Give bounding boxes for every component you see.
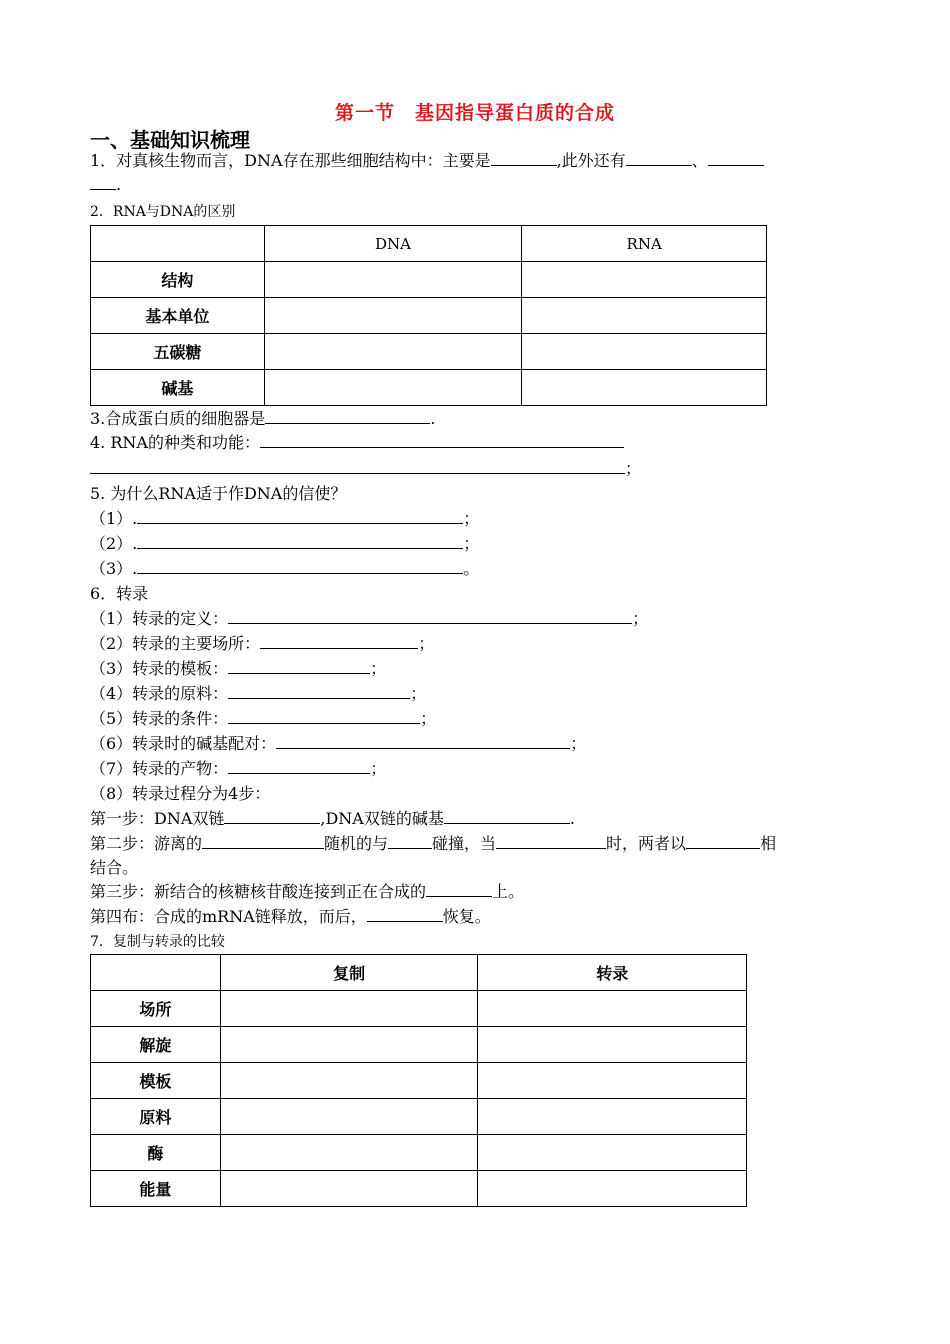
step-blank[interactable] [444,807,570,824]
q1-end: . [116,175,122,194]
table-cell[interactable] [478,991,747,1027]
row-structure: 结构 [91,262,265,298]
q1-blank-1[interactable] [491,149,557,166]
q1-blank-2[interactable] [626,149,692,166]
q6-item-label: （8）转录过程分为4步： [90,784,271,803]
step-blank[interactable] [388,832,432,849]
col-replication: 复制 [220,955,478,991]
table-cell[interactable] [220,1099,478,1135]
row-location: 场所 [91,991,221,1027]
q4-end: ； [625,459,642,478]
q6-item-end: ； [570,734,587,753]
question-1 [90,149,764,173]
table-cell[interactable] [220,1063,478,1099]
question-1-cont [90,173,121,197]
step-text: ,DNA双链的碱基 [320,809,444,828]
step-text: . [569,809,575,828]
q6-item-end: ； [370,659,387,678]
q6-blank[interactable] [276,732,570,749]
q5-item-label: （1）. [90,509,138,528]
q6-item-label: （2）转录的主要场所： [90,634,261,653]
question-4-cont [90,457,641,481]
q1-blank-3-cont[interactable] [90,173,116,190]
q6-item-label: （6）转录时的碱基配对： [90,734,277,753]
table-cell[interactable] [478,1171,747,1207]
q6-blank[interactable] [228,757,370,774]
q6-item [90,682,426,706]
table-cell[interactable] [264,370,522,406]
q6-item-end: ； [418,634,435,653]
step-text: 随机的与 [324,834,389,853]
table-cell[interactable] [478,1099,747,1135]
q4-text: 4. RNA的种类和功能： [90,433,260,452]
q6-blank[interactable] [260,632,418,649]
q6-item [90,632,434,656]
table-cell[interactable] [220,1135,478,1171]
replication-transcription-table [90,954,747,1207]
step-2 [90,832,776,856]
q6-item-end: ； [370,759,387,778]
q5-item [90,532,479,556]
table-cell[interactable] [522,298,767,334]
q5-blank[interactable] [137,532,463,549]
q6-item [90,657,386,681]
question-4 [90,431,624,455]
table-corner [91,226,265,262]
row-template: 模板 [91,1063,221,1099]
table-cell[interactable] [220,1171,478,1207]
table-cell[interactable] [264,334,522,370]
row-pentose: 五碳糖 [91,334,265,370]
step-text: 结合。 [90,858,139,877]
table-cell[interactable] [264,262,522,298]
q6-item [90,607,648,631]
q6-blank[interactable] [228,707,420,724]
q6-item-label: （4）转录的原料： [90,684,229,703]
q6-item-end: ； [632,609,649,628]
dna-rna-table [90,225,767,406]
q5-item [90,507,479,531]
row-energy: 能量 [91,1171,221,1207]
q1-blank-3[interactable] [708,149,764,166]
question-3 [90,407,435,431]
q5-blank[interactable] [137,507,463,524]
row-materials: 原料 [91,1099,221,1135]
q6-item-label: （5）转录的条件： [90,709,229,728]
table-cell[interactable] [220,1027,478,1063]
q6-blank[interactable] [228,607,632,624]
question-6: 6．转录 [90,584,149,603]
q6-item [90,707,436,731]
step-text: 第一步：DNA双链 [90,809,225,828]
table-corner [91,955,221,991]
step-blank[interactable] [224,807,320,824]
q3-text: 3.合成蛋白质的细胞器是 [90,409,266,428]
step-blank[interactable] [686,832,760,849]
step-1 [90,807,575,831]
question-5: 5. 为什么RNA适于作DNA的信使？ [90,484,347,503]
table-cell[interactable] [522,262,767,298]
q5-item-end: ； [463,509,480,528]
table-cell[interactable] [220,991,478,1027]
step-text: 时，两者以 [606,834,687,853]
step-4 [90,905,491,929]
q3-blank[interactable] [265,407,430,424]
step-blank[interactable] [202,832,324,849]
section-heading: 一、基础知识梳理 [90,128,250,152]
table-cell[interactable] [522,334,767,370]
question-2-label: 2．RNA与DNA的区别 [90,204,236,220]
step-blank[interactable] [426,880,492,897]
table-cell[interactable] [478,1027,747,1063]
table-cell[interactable] [478,1063,747,1099]
q5-item [90,557,479,581]
q5-item-label: （2）. [90,534,138,553]
q1-text-3: 、 [691,151,708,170]
step-text: 相 [760,834,777,853]
row-enzyme: 酶 [91,1135,221,1171]
table-cell[interactable] [264,298,522,334]
q6-item-label: （1）转录的定义： [90,609,229,628]
q6-item [90,757,386,781]
q6-item-label: （3）转录的模板： [90,659,229,678]
step-blank[interactable] [496,832,606,849]
step-text: 第三步：新结合的核糖核苷酸连接到正在合成的 [90,882,427,901]
step-text: 碰撞，当 [432,834,497,853]
q1-text-2: ,此外还有 [556,151,626,170]
step-text: 第四布：合成的mRNA链释放，而后， [90,907,367,926]
table-cell[interactable] [478,1135,747,1171]
step-text: 上。 [492,882,525,901]
q6-blank[interactable] [228,682,410,699]
row-basic-unit: 基本单位 [91,298,265,334]
page-title: 第一节 基因指导蛋白质的合成 [334,102,615,124]
table-cell[interactable] [522,370,767,406]
q6-item [90,782,270,806]
q5-blank[interactable] [137,557,463,574]
col-dna: DNA [264,226,522,262]
col-transcription: 转录 [478,955,747,991]
step-3 [90,880,524,904]
q3-end: . [430,409,436,428]
q6-blank[interactable] [228,657,370,674]
row-base: 碱基 [91,370,265,406]
q1-text: 1．对真核生物而言，DNA存在那些细胞结构中：主要是 [90,151,491,170]
q4-blank-1[interactable] [260,431,624,448]
q6-item-end: ； [410,684,427,703]
q5-item-label: （3）. [90,559,138,578]
q4-blank-2[interactable] [90,457,625,474]
question-7-label: 7．复制与转录的比较 [90,934,225,950]
q6-item-end: ； [420,709,437,728]
q6-item [90,732,586,756]
step-2-cont [90,856,138,880]
step-text: 恢复。 [442,907,491,926]
col-rna: RNA [522,226,767,262]
q5-item-end: ； [463,534,480,553]
q6-item-label: （7）转录的产物： [90,759,229,778]
row-unwinding: 解旋 [91,1027,221,1063]
step-blank[interactable] [367,905,443,922]
step-text: 第二步：游离的 [90,834,203,853]
q5-item-end: 。 [463,559,480,578]
